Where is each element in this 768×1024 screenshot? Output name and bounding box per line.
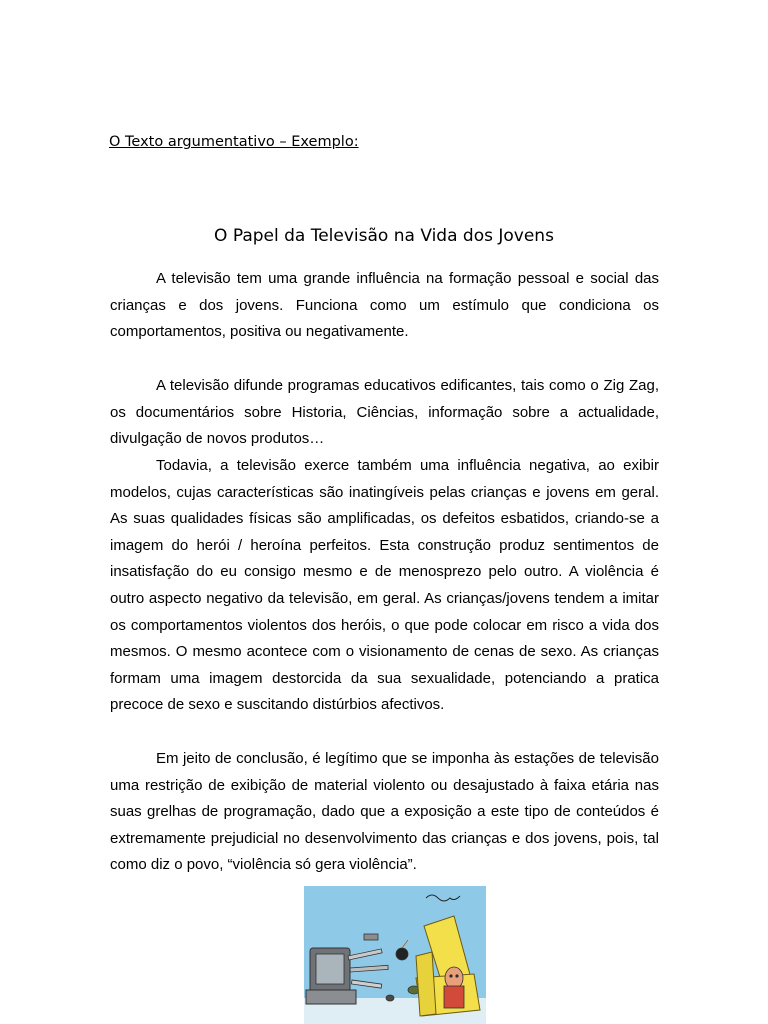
document-title: O Papel da Televisão na Vida dos Jovens: [214, 226, 554, 246]
paragraph-conclusion: Em jeito de conclusão, é legítimo que se imponha às estações de televisão uma restrição de exibição de material violento ou desajustado à faixa etária nas suas grelhas de programação, dado que a exposição a este tipo de conteúdos é extremamente prejudicial no desenvolvimento das crianças e dos jovens, pois, tal como diz o povo, “violência só gera violência”.: [110, 750, 659, 874]
paragraph-negative: Todavia, a televisão exerce também uma influência negativa, ao exibir modelos, cujas características são inatingíveis pelas crianças e jovens em geral. As suas qualidades físicas são amplificadas, os defeitos esbatidos, criando-se a imagem do herói / heroína perfeitos. Esta construção produz sentimentos de insatisfação do eu consigo mesmo e de menosprezo pelo outro. A violência é outro aspecto negativo da televisão, em geral. As crianças/jovens tendem a imitar os comportamentos violentos dos heróis, o que pode colocar em risco a vida dos mesmos. O mesmo acontece com o visionamento de cenas de sexo. As crianças formam uma imagem destorcida da sua sexualidade, potenciando a pratica precoce de sexo e suscitando distúrbios afectivos.: [110, 457, 659, 714]
paragraph-intro: A televisão tem uma grande influência na formação pessoal e social das crianças e dos jovens. Funciona como um estímulo que condiciona os comportamentos, positiva ou negativamente.: [110, 270, 659, 341]
paragraph-positive: A televisão difunde programas educativos edificantes, tais como o Zig Zag, os documentários sobre Historia, Ciências, informação sobre a actualidade, divulgação de novos produtos…: [110, 377, 659, 448]
tv-violence-cartoon: [304, 886, 486, 1024]
frightened-person-drawing: [444, 967, 464, 1008]
section-heading: O Texto argumentativo – Exemplo:: [109, 134, 359, 150]
